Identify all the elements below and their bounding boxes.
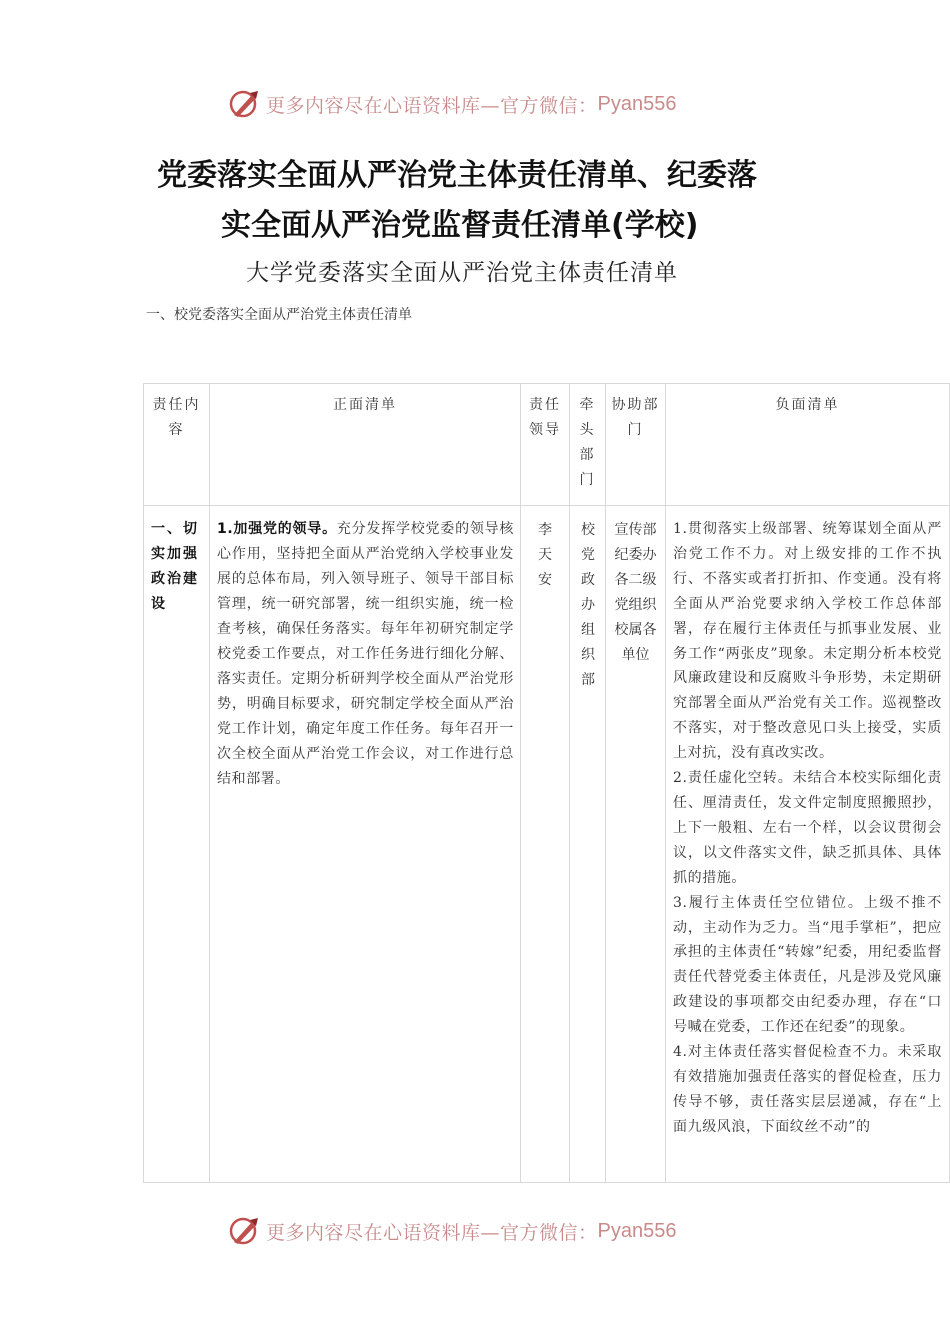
footer-banner <box>228 1211 676 1251</box>
header-lead-dept-label: 牵头部门 <box>579 397 596 488</box>
table-header-row <box>144 384 950 506</box>
document-title-line2: 实全面从严治党监督责任清单(学校) <box>221 208 699 243</box>
row-lead-dept-cell <box>570 506 606 1183</box>
row-positive-cell <box>210 506 521 1183</box>
banner-text: 更多内容尽在心语资料库—官方微信： <box>266 1221 598 1244</box>
row-leader-cell <box>521 506 570 1183</box>
header-leader <box>521 384 570 506</box>
row-negative-cell <box>666 506 950 1183</box>
header-assist-dept-label: 协助部门 <box>611 397 660 438</box>
positive-item-body: 充分发挥学校党委的领导核心作用，坚持把全面从严治党纳入学校事业发展的总体布局，列入领导班子、领导干部目标管理，统一研究部署，统一组织实施，统一检查考核，确保任务落实。每年年初研究制定学校党委工作要点，对工作任务进行细化分解、落实责任。定期分析研判学校全面从严治党形势，明确目标要求，研究制定学校全面从严治党工作计划，确定年度工作任务。每年召开一次全校全面从严治党工作会议，对工作进行总结和部署。 <box>217 521 515 787</box>
responsibility-table <box>143 383 950 1183</box>
document-subtitle: 大学党委落实全面从严治党主体责任清单 <box>246 260 678 286</box>
row-lead-dept: 校党政办组织部 <box>581 522 595 688</box>
header-lead-dept <box>570 384 606 506</box>
document-title-line1: 党委落实全面从严治党主体责任清单、纪委落 <box>157 158 757 193</box>
row-content-title: 一、切实加强政治建设 <box>151 521 199 612</box>
pen-logo-icon <box>228 1214 262 1248</box>
section-heading: 一、校党委落实全面从严治党主体责任清单 <box>146 307 412 323</box>
header-content <box>144 384 210 506</box>
row-assist-dept-cell <box>606 506 666 1183</box>
banner-wechat-id: Pyan556 <box>597 92 677 115</box>
negative-item: 1.贯彻落实上级部署、统筹谋划全面从严治党工作不力。对上级安排的工作不执行、不落实或者打折扣、作变通。没有将全面从严治党要求纳入学校工作总体部署，存在履行主体责任与抓事业发展、业务工作“两张皮”现象。未定期分析本校党风廉政建设和反腐败斗争形势，未定期研究部署全面从严治党有关工作。巡视整改不落实，对于整改意见口头上接受，实质上对抗，没有真改实改。 <box>673 521 942 762</box>
header-leader-label: 责任领导 <box>529 397 561 438</box>
banner-text: 更多内容尽在心语资料库—官方微信： <box>266 94 598 117</box>
header-banner <box>228 84 676 124</box>
negative-item: 3.履行主体责任空位错位。上级不推不动，主动作为乏力。当“甩手掌柜”，把应承担的主体责任“转嫁”纪委，用纪委监督责任代替党委主体责任，凡是涉及党风廉政建设的事项都交由纪委办理，存在“口号喊在党委，工作还在纪委”的现象。 <box>673 894 942 1036</box>
header-negative <box>666 384 950 506</box>
banner-wechat-id: Pyan556 <box>597 1219 677 1242</box>
pen-logo-icon <box>228 87 262 121</box>
row-leader: 李天安 <box>538 522 552 588</box>
header-negative-label: 负面清单 <box>775 397 840 413</box>
header-content-label: 责任内容 <box>152 397 201 438</box>
positive-item-title: 1.加强党的领导。 <box>217 521 337 537</box>
row-assist-dept: 宣传部纪委办各二级党组织校属各单位 <box>614 522 657 663</box>
header-positive <box>210 384 521 506</box>
row-content-cell <box>144 506 210 1183</box>
table-row <box>144 506 950 1183</box>
negative-item: 2.责任虚化空转。未结合本校实际细化责任、厘清责任，发文件定制度照搬照抄，上下一般粗、左右一个样，以会议贯彻会议，以文件落实文件，缺乏抓具体、具体抓的措施。 <box>673 770 942 886</box>
header-assist-dept <box>606 384 666 506</box>
header-positive-label: 正面清单 <box>333 397 397 413</box>
negative-item: 4.对主体责任落实督促检查不力。未采取有效措施加强责任落实的督促检查，压力传导不够，责任落实层层递减，存在“上面九级风浪，下面纹丝不动”的 <box>673 1044 942 1135</box>
